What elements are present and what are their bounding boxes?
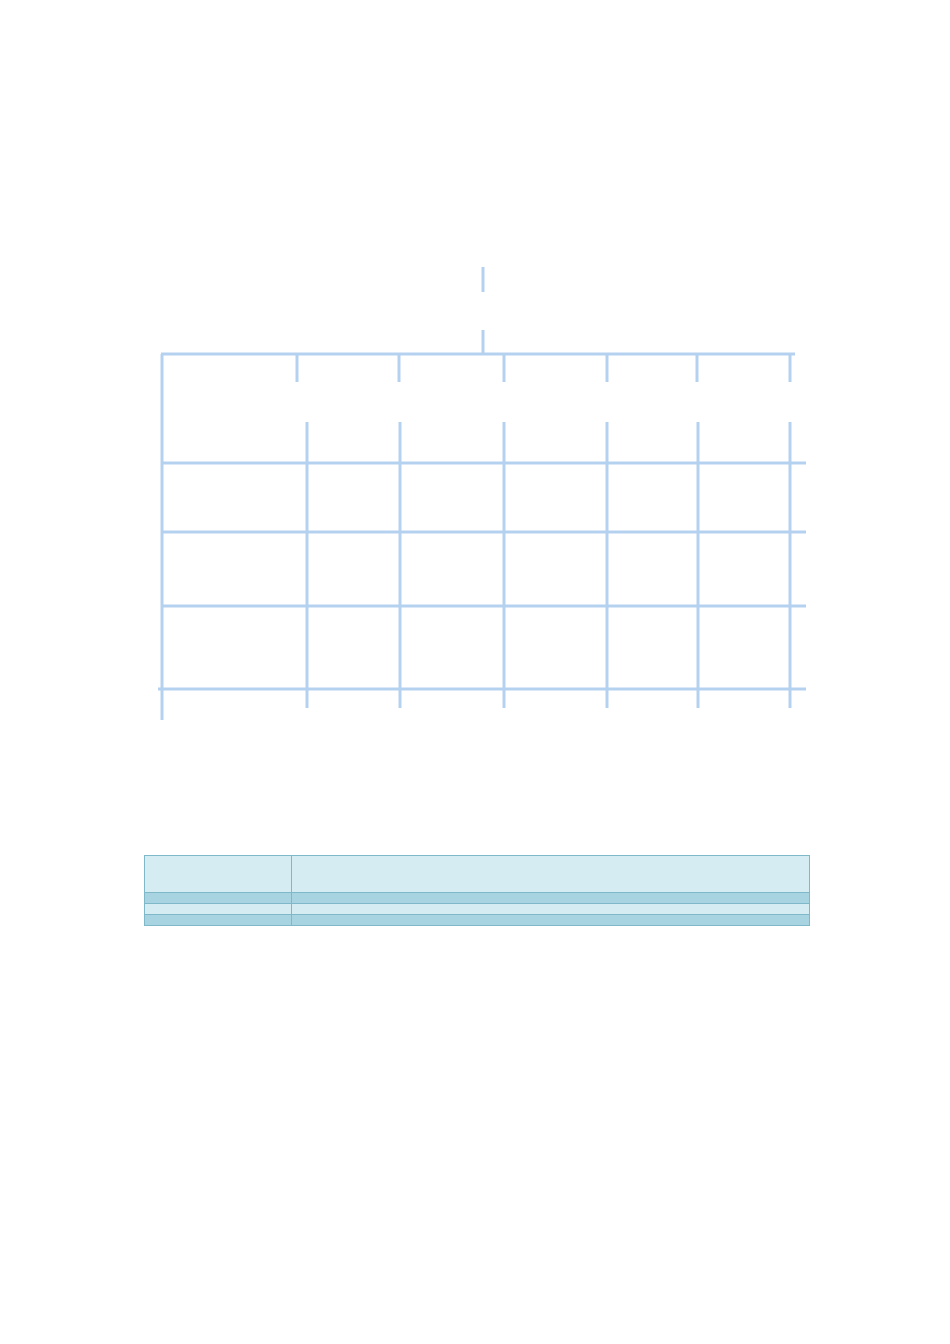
row-duties bbox=[292, 915, 810, 926]
row-position bbox=[145, 904, 292, 915]
table-row bbox=[145, 893, 810, 904]
table-row bbox=[145, 915, 810, 926]
row-position bbox=[145, 915, 292, 926]
org-connector-lines bbox=[158, 267, 806, 720]
duties-table bbox=[144, 855, 810, 926]
header-duty bbox=[292, 856, 810, 893]
row-duties bbox=[292, 893, 810, 904]
header-position bbox=[145, 856, 292, 893]
table-row bbox=[145, 904, 810, 915]
row-position bbox=[145, 893, 292, 904]
row-duties bbox=[292, 904, 810, 915]
table-header-row bbox=[145, 856, 810, 893]
